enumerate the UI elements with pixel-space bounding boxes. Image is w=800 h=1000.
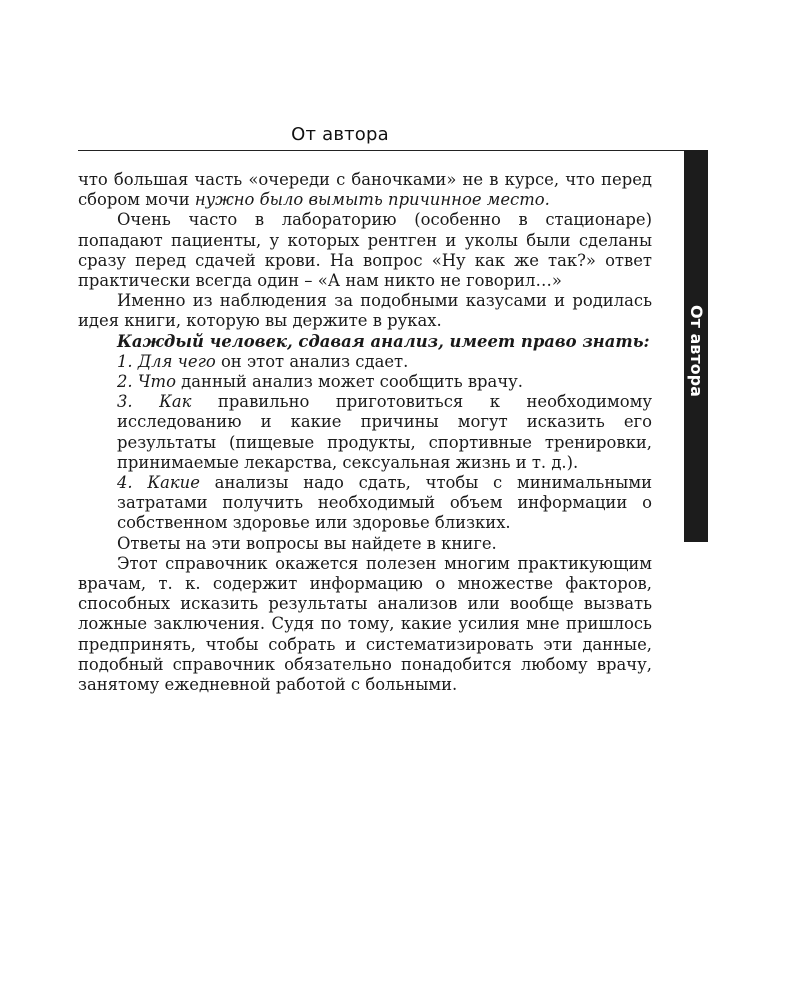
list-item-2-emphasis: Что	[137, 372, 176, 392]
list-item-1	[78, 352, 652, 372]
list-item-4-emphasis: Какие	[147, 473, 200, 493]
rights-heading: Каждый человек, сдавая анализ, имеет право знать:	[117, 331, 650, 351]
paragraph-6: Этот справочник окажется полезен многим практикующим врачам, т. к. содержит информацию о множестве факторов, способных исказить результаты анализов или вообще вызвать ложные заключения. Судя по тому, какие усилия мне пришлось предпринять, чтобы собрать и систематизировать эти данные, подобный справочник обязательно понадобится любому врачу, занятому ежедневной работой с больными.	[78, 553, 652, 695]
list-item-3-emphasis: Как	[159, 392, 192, 412]
list-item-3-number: 3.	[117, 392, 133, 412]
paragraph-3: Именно из наблюдения за подобными казусами и родилась идея книги, которую вы держите в руках.	[78, 291, 652, 331]
running-header-title: От автора	[291, 124, 389, 145]
paragraph-5: Ответы на эти вопросы вы найдете в книге.	[117, 533, 497, 553]
list-item-4	[78, 473, 652, 534]
side-tab-label: От автора	[687, 305, 706, 397]
paragraph-1-italic: нужно было вымыть причинное место.	[194, 190, 550, 210]
list-item-3-text: правильно приготовиться к необходимому исследованию и какие причины могут исказить его результаты (пищевые продукты, спортивные тренировки, принимаемые лекарства, сексуальная жизнь и т. д.).	[117, 392, 652, 472]
paragraph-1-text: что большая часть «очереди с баночками» не в курсе, что перед сбором мочи	[78, 170, 652, 210]
list-item-1-emphasis: Для чего	[137, 351, 216, 371]
list-item-2-number: 2.	[117, 372, 133, 392]
list-item-1-number: 1.	[117, 351, 133, 371]
list-item-3	[78, 392, 652, 473]
list-item-4-text: анализы надо сдать, чтобы с минимальными затратами получить необходимый объем информации о собственном здоровье или здоровье близких.	[117, 473, 653, 533]
page-body-text	[78, 170, 652, 695]
paragraph-2: Очень часто в лабораторию (особенно в стационаре) попадают пациенты, у которых рентген и уколы были сделаны сразу перед сдачей крови. На вопрос «Ну как же так?» ответ практически всегда один – «А нам никто не говорил…»	[78, 210, 652, 291]
header-rule	[78, 150, 686, 151]
paragraph-1	[78, 170, 652, 210]
list-item-4-number: 4.	[117, 473, 133, 493]
list-item-2-text: данный анализ может сообщить врачу.	[175, 372, 524, 392]
list-item-2	[78, 372, 652, 392]
list-item-1-text: он этот анализ сдает.	[215, 351, 409, 371]
